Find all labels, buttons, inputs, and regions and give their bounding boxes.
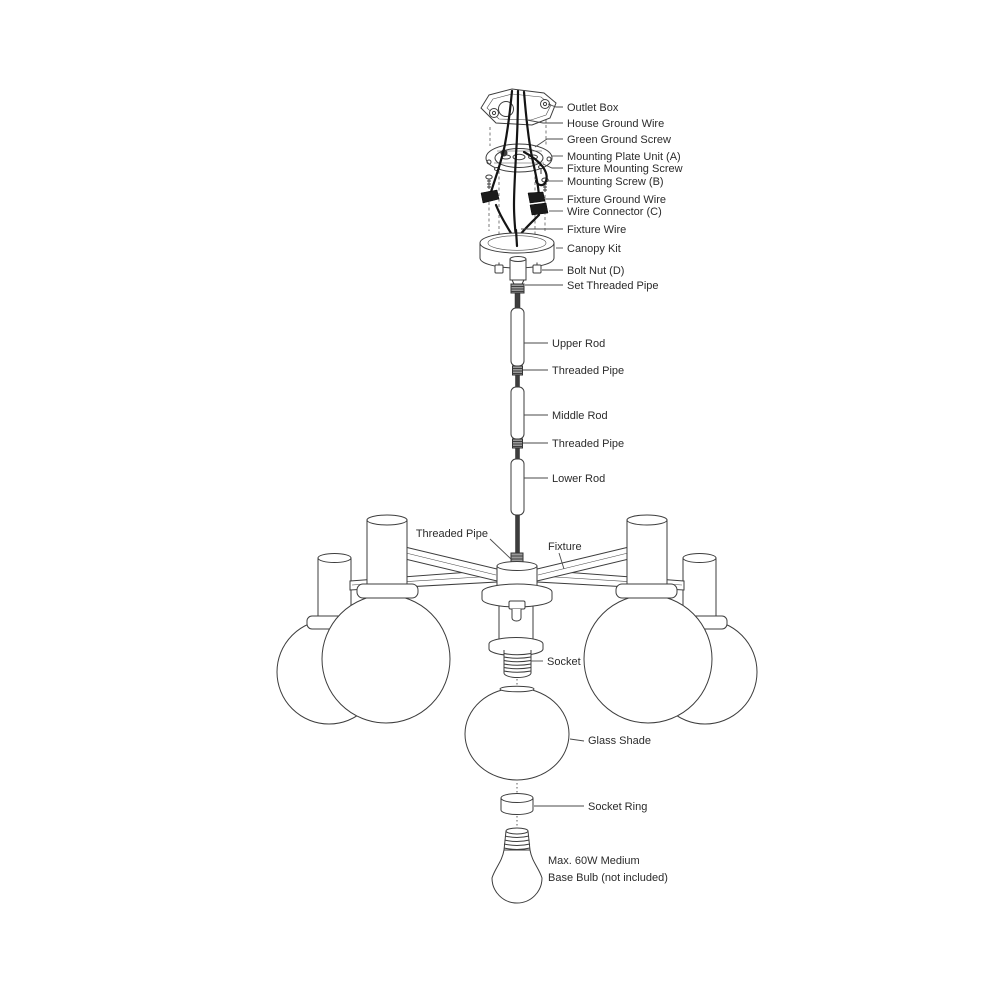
label-wire-connector: Wire Connector (C) [567,206,662,218]
label-socket: Socket [547,656,581,668]
mounting-plate-drawing [486,144,552,176]
label-upper-rod: Upper Rod [552,338,606,350]
bulb-drawing [492,828,542,903]
label-fixture-mounting-screw: Fixture Mounting Screw [567,163,683,175]
label-green-ground-screw: Green Ground Screw [567,134,671,146]
label-threaded-pipe-fixture: Threaded Pipe [415,528,488,540]
label-canopy-kit: Canopy Kit [567,243,621,255]
label-bulb-note-line1: Max. 60W Medium [548,855,640,867]
hub-bolt [509,601,525,609]
center-right-light [584,515,712,723]
label-mounting-screw: Mounting Screw (B) [567,176,664,188]
center-left-glass-shade [322,595,450,723]
label-mounting-plate-unit: Mounting Plate Unit (A) [567,151,681,163]
label-bolt-nut: Bolt Nut (D) [567,265,625,277]
label-set-threaded-pipe: Set Threaded Pipe [567,280,659,292]
upper-rod-part [511,308,524,366]
socket-ring-drawing [501,794,533,815]
middle-rod-part [511,387,524,439]
center-right-glass-shade [584,595,712,723]
rod-stack-drawing [511,308,524,566]
glass-shade-drawing [465,686,569,780]
label-socket-ring: Socket Ring [588,801,648,813]
label-fixture-ground-wire: Fixture Ground Wire [567,194,667,206]
label-glass-shade: Glass Shade [588,735,651,747]
label-fixture-wire: Fixture Wire [567,224,627,236]
ground-wire-connector-right [528,192,545,203]
label-threaded-pipe-lower: Threaded Pipe [552,438,625,450]
label-house-ground-wire: House Ground Wire [567,118,665,130]
lower-rod-part [511,459,524,515]
label-threaded-pipe-upper: Threaded Pipe [552,365,625,377]
fixture-ground-wire-connector [481,190,499,203]
label-outlet-box: Outlet Box [567,102,619,114]
center-left-light [322,515,450,723]
label-bulb-note-line2: Base Bulb (not included) [548,872,668,884]
label-fixture: Fixture [548,541,582,553]
set-threaded-pipe-drawing [511,284,524,308]
wire-connector-c [530,203,548,215]
label-middle-rod: Middle Rod [552,410,608,422]
label-lower-rod: Lower Rod [552,473,606,485]
